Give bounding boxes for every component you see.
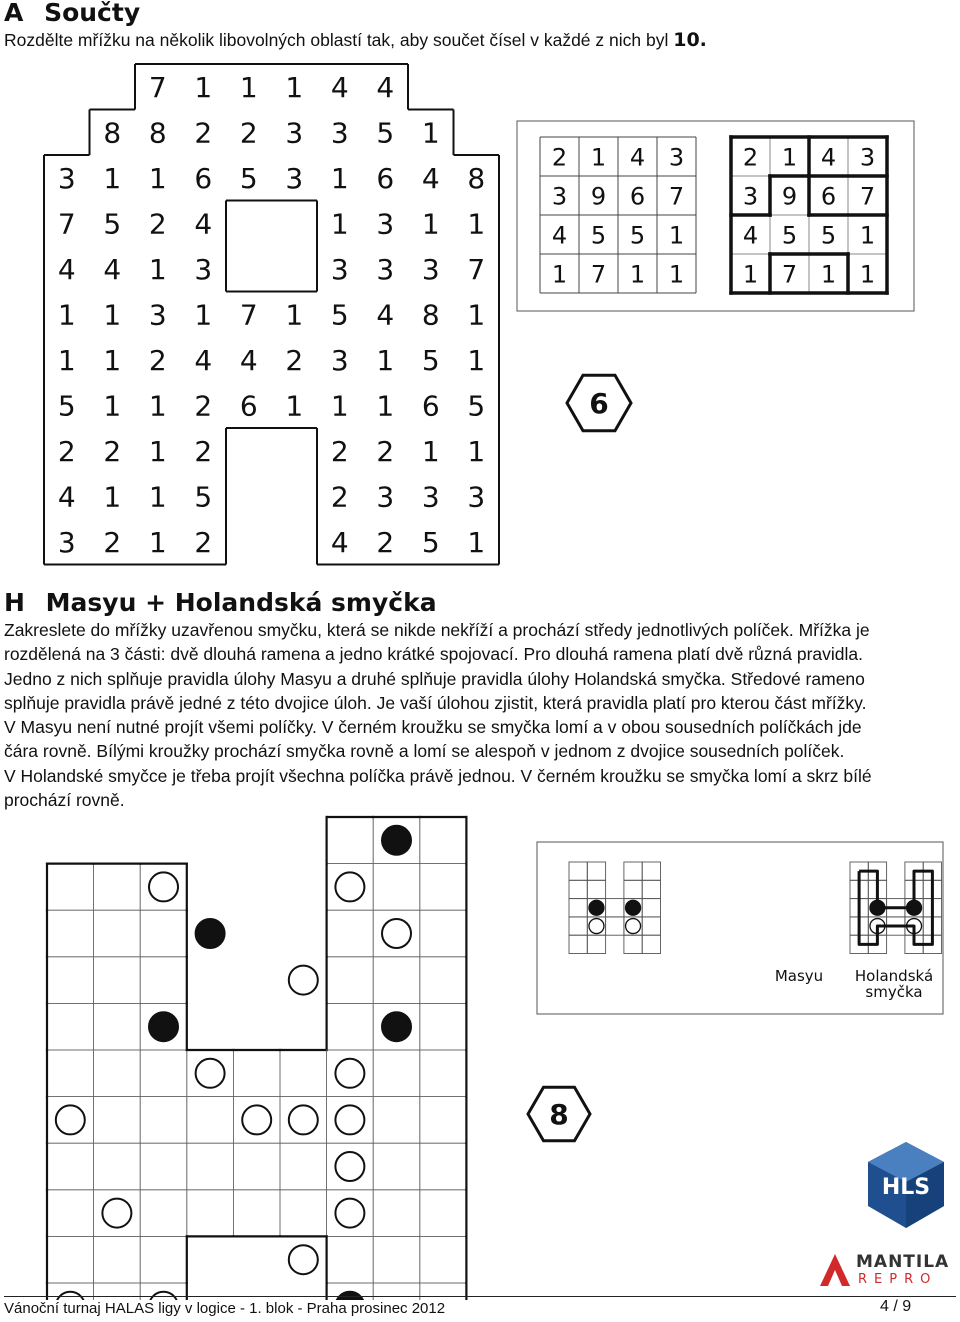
- black-circle: [626, 900, 641, 915]
- instruction-line: prochází rovně.: [4, 790, 125, 811]
- grid-cell-number: 4: [376, 70, 395, 104]
- grid-cell-number: 3: [467, 480, 486, 514]
- example-cell-number: 6: [629, 182, 646, 211]
- grid-cell-number: 3: [376, 252, 395, 286]
- example-cell-number: 1: [590, 143, 607, 172]
- example-cell-number: 5: [590, 221, 607, 250]
- masyu-example-cell: [606, 917, 624, 935]
- grid-cell-number: 1: [103, 343, 122, 377]
- grid-cell-number: 1: [285, 298, 304, 332]
- mantila-logo-subtext: REPRO: [858, 1272, 938, 1287]
- instruction-line: rozdělená na 3 části: dvě dlouhá ramena a jedno krátké spojovací. Pro dlouhá ramena platí dvě různá pravidla.: [4, 644, 863, 665]
- section-h-title: Masyu + Holandská smyčka: [45, 588, 437, 617]
- grid-cell-number: 3: [330, 252, 349, 286]
- grid-cell-number: 1: [194, 70, 213, 104]
- grid-cell-number: 2: [148, 207, 167, 241]
- grid-cell-number: 1: [57, 343, 76, 377]
- solution-cell-number: 1: [781, 143, 798, 172]
- grid-cell-number: 1: [239, 70, 258, 104]
- grid-cell-number: 1: [376, 389, 395, 423]
- example-cell-number: 9: [590, 182, 607, 211]
- masyu-example-cell: [569, 862, 587, 880]
- grid-cell-number: 1: [467, 434, 486, 468]
- masyu-example-cell: [587, 880, 605, 898]
- grid-cell-number: 1: [376, 343, 395, 377]
- grid-cell-number: 5: [103, 207, 122, 241]
- grid-cell-number: 8: [421, 298, 440, 332]
- grid-cell-number: 3: [376, 207, 395, 241]
- masyu-example-cell: [587, 935, 605, 953]
- example-cell-number: 4: [551, 221, 568, 250]
- grid-cell-number: 2: [330, 434, 349, 468]
- solution-cell-number: 4: [820, 143, 837, 172]
- grid-cell-number: 3: [421, 480, 440, 514]
- grid-cell-number: 1: [421, 434, 440, 468]
- section-a-letter: A: [4, 0, 24, 27]
- grid-cell-number: 1: [148, 434, 167, 468]
- masyu-example-cell: [624, 862, 642, 880]
- footer-text: Vánoční turnaj HALAS ligy v logice - 1. blok - Praha prosinec 2012: [4, 1300, 446, 1317]
- grid-cell-number: 1: [467, 525, 486, 559]
- white-circle: [626, 919, 641, 934]
- solution-cell-number: 5: [781, 221, 798, 250]
- solution-cell-number: 6: [820, 182, 837, 211]
- masyu-example-cell: [624, 880, 642, 898]
- holandska-example-label: Holandská: [854, 967, 934, 985]
- grid-cell-number: 8: [467, 161, 486, 195]
- grid-cell-number: 1: [103, 161, 122, 195]
- grid-cell-number: 3: [194, 252, 213, 286]
- mantila-logo: [818, 1250, 956, 1292]
- grid-cell-number: 1: [330, 207, 349, 241]
- grid-cell-number: 1: [148, 525, 167, 559]
- example-cell-number: 1: [629, 260, 646, 289]
- grid-cell-number: 5: [239, 161, 258, 195]
- masyu-example-cell: [569, 899, 587, 917]
- grid-cell-number: 7: [148, 70, 167, 104]
- example-cell-number: 3: [551, 182, 568, 211]
- section-h-letter: H: [4, 588, 25, 617]
- solution-cell-number: 4: [742, 221, 759, 250]
- grid-cell-number: 7: [239, 298, 258, 332]
- grid-cell-number: 1: [467, 343, 486, 377]
- grid-cell-number: 1: [103, 389, 122, 423]
- instruction-line: V Masyu není nutné projít všemi políčky. V černém kroužku se smyčka lomí a v obou sousedních políčkách jde: [4, 717, 862, 738]
- solution-cell-number: 2: [742, 143, 759, 172]
- grid-cell-number: 4: [376, 298, 395, 332]
- masyu-example-cell: [606, 899, 624, 917]
- grid-cell-number: 1: [148, 252, 167, 286]
- masyu-example-cell: [569, 880, 587, 898]
- grid-cell-number: 5: [194, 480, 213, 514]
- instruction-line: Zakreslete do mřížky uzavřenou smyčku, která se nikde nekříží a prochází středy jednotlivých políček. Mřížka je: [4, 620, 870, 640]
- masyu-example-cell: [587, 862, 605, 880]
- grid-cell-number: 1: [103, 480, 122, 514]
- grid-cell-number: 4: [194, 343, 213, 377]
- black-circle: [589, 900, 604, 915]
- mantila-mark-icon: [818, 1252, 852, 1288]
- grid-cell-number: 3: [148, 298, 167, 332]
- grid-cell-number: 4: [57, 252, 76, 286]
- grid-cell-number: 1: [148, 480, 167, 514]
- grid-cell-number: 3: [57, 525, 76, 559]
- solution-cell-number: 3: [859, 143, 876, 172]
- solution-cell-number: 1: [820, 260, 837, 289]
- grid-cell-number: 3: [285, 116, 304, 150]
- grid-cell-number: 1: [148, 389, 167, 423]
- grid-cell-number: 3: [285, 161, 304, 195]
- example-cell-number: 1: [551, 260, 568, 289]
- points-value: 6: [589, 387, 609, 420]
- grid-cell-number: 4: [239, 343, 258, 377]
- grid-cell-number: 6: [239, 389, 258, 423]
- grid-cell-number: 5: [421, 343, 440, 377]
- grid-cell-number: 3: [330, 343, 349, 377]
- grid-cell-number: 5: [376, 116, 395, 150]
- grid-cell-number: 5: [467, 389, 486, 423]
- example-cell-number: 3: [668, 143, 685, 172]
- instruction-line: splňuje pravidla právě jedné z této dvojice úloh. Je vaší úlohou zjistit, která pravidla platí pro kterou část mřížky.: [4, 692, 867, 713]
- grid-cell-number: 3: [330, 116, 349, 150]
- grid-cell-number: 1: [467, 298, 486, 332]
- solution-cell-number: 1: [859, 260, 876, 289]
- grid-cell-number: 5: [330, 298, 349, 332]
- grid-cell-number: 3: [57, 161, 76, 195]
- masyu-example-cell: [642, 935, 660, 953]
- footer-divider: [4, 1296, 956, 1297]
- solution-cell-number: 5: [820, 221, 837, 250]
- grid-cell-number: 2: [103, 434, 122, 468]
- instruction-line: Jedno z nich splňuje pravidla úlohy Masyu a druhé splňuje pravidla úlohy Holandská smyčka. Středové rameno: [4, 668, 865, 689]
- mantila-logo-text: MANTILA: [856, 1252, 950, 1272]
- example-cell-number: 5: [629, 221, 646, 250]
- masyu-example-cell: [569, 935, 587, 953]
- masyu-example-label: Masyu: [774, 967, 824, 985]
- grid-cell-number: 1: [148, 161, 167, 195]
- solution-cell-number: 7: [781, 260, 798, 289]
- grid-cell-number: 2: [194, 116, 213, 150]
- instruction-line: V Holandské smyčce je třeba projít všechna políčka právě jednou. V černém kroužku se smyčka lomí a skrz bílé: [4, 765, 872, 786]
- grid-cell-number: 6: [376, 161, 395, 195]
- grid-cell-number: 1: [194, 298, 213, 332]
- grid-cell-number: 4: [330, 70, 349, 104]
- grid-cell-number: 2: [330, 480, 349, 514]
- grid-cell-number: 2: [239, 116, 258, 150]
- solution-cell-number: 1: [742, 260, 759, 289]
- grid-cell-number: 2: [103, 525, 122, 559]
- grid-cell-number: 6: [421, 389, 440, 423]
- grid-cell-number: 2: [194, 389, 213, 423]
- example-cell-number: 2: [551, 143, 568, 172]
- instruction-line: čára rovně. Bílými kroužky prochází smyčka rovně a lomí se alespoň v jednom z dvojice sousedních políček.: [4, 741, 845, 762]
- grid-cell-number: 2: [376, 434, 395, 468]
- grid-cell-number: 4: [194, 207, 213, 241]
- grid-cell-number: 3: [421, 252, 440, 286]
- masyu-example-cell: [642, 862, 660, 880]
- grid-cell-number: 8: [148, 116, 167, 150]
- example-cell-number: 7: [668, 182, 685, 211]
- solution-cell-number: 7: [859, 182, 876, 211]
- white-circle: [589, 919, 604, 934]
- masyu-example-cell: [642, 917, 660, 935]
- grid-cell-number: 1: [103, 298, 122, 332]
- example-cell-number: 7: [590, 260, 607, 289]
- grid-cell-number: 1: [330, 389, 349, 423]
- masyu-example-cell: [569, 917, 587, 935]
- page-number: 4 / 9: [880, 1298, 912, 1315]
- grid-cell-number: 1: [57, 298, 76, 332]
- grid-cell-number: 1: [330, 161, 349, 195]
- solution-cell-number: 3: [742, 182, 759, 211]
- grid-cell-number: 2: [57, 434, 76, 468]
- hls-logo: [866, 1140, 946, 1230]
- grid-cell-number: 4: [330, 525, 349, 559]
- grid-cell-number: 4: [421, 161, 440, 195]
- grid-cell-number: 6: [194, 161, 213, 195]
- example-cell-number: 4: [629, 143, 646, 172]
- masyu-example-cell: [642, 880, 660, 898]
- grid-cell-number: 1: [285, 70, 304, 104]
- section-a-instruction-text: Rozdělte mřížku na několik libovolných oblastí tak, aby součet čísel v každé z nich byl: [4, 30, 669, 50]
- example-cell-number: 1: [668, 221, 685, 250]
- section-a-title: Součty: [44, 0, 141, 27]
- grid-cell-number: 2: [194, 525, 213, 559]
- grid-cell-number: 4: [57, 480, 76, 514]
- solution-cell-number: 1: [859, 221, 876, 250]
- grid-cell-number: 3: [376, 480, 395, 514]
- grid-cell-number: 1: [421, 116, 440, 150]
- grid-cell-number: 5: [421, 525, 440, 559]
- grid-cell-number: 2: [148, 343, 167, 377]
- solution-cell-number: 9: [781, 182, 798, 211]
- grid-cell-number: 8: [103, 116, 122, 150]
- hls-logo-text: HLS: [881, 1175, 931, 1200]
- grid-cell-number: 1: [467, 207, 486, 241]
- grid-cell-number: 7: [57, 207, 76, 241]
- masyu-example-cell: [624, 935, 642, 953]
- grid-cell-number: 1: [285, 389, 304, 423]
- grid-cell-number: 1: [421, 207, 440, 241]
- grid-cell-number: 7: [467, 252, 486, 286]
- masyu-example-cell: [642, 899, 660, 917]
- grid-cell-number: 4: [103, 252, 122, 286]
- example-cell-number: 1: [668, 260, 685, 289]
- grid-cell-number: 5: [57, 389, 76, 423]
- points-value: 8: [549, 1098, 569, 1131]
- section-a-target: 10.: [673, 29, 707, 51]
- grid-cell-number: 2: [194, 434, 213, 468]
- holandska-example-label: smyčka: [865, 983, 923, 1001]
- grid-cell-number: 2: [285, 343, 304, 377]
- grid-cell-number: 2: [376, 525, 395, 559]
